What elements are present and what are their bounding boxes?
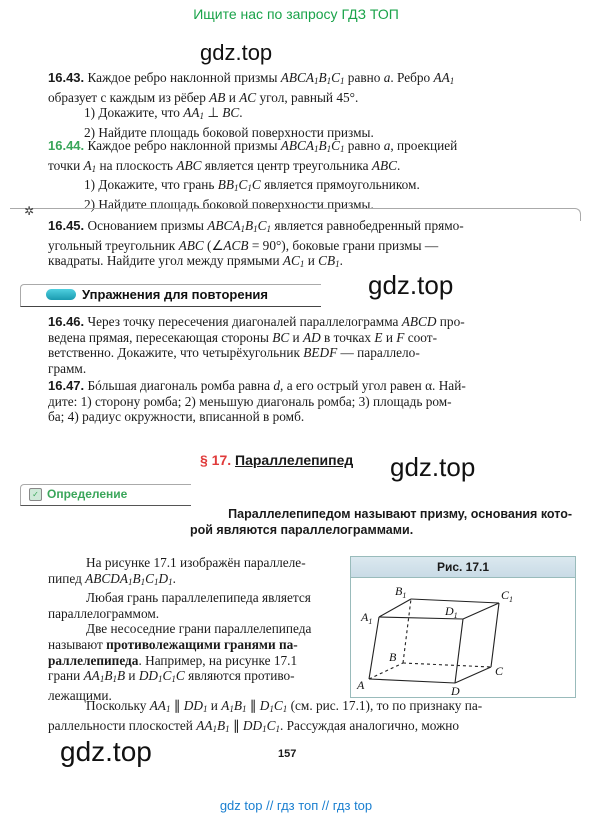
problem-16-46: 16.46. Через точку пересечения диагоналей параллелограмма ABCD про- ведена прямая, пересекающая стороны BC и AD в точках E и F соот- ветственно. Докажите, что четырёхугольник BEDF — параллело- грамм. (48, 314, 465, 376)
footer-links[interactable]: gdz top // гдз топ // гдз top (219, 798, 373, 813)
figure-17-1 (350, 556, 576, 698)
label-B: B (389, 650, 397, 664)
section-title: Упражнения для повторения (82, 287, 269, 302)
paragraph-title: § 17. Параллелепипед (200, 452, 354, 468)
definition-box (20, 484, 572, 544)
section-pill-icon (46, 289, 76, 300)
edge-BC (403, 663, 491, 667)
problem-16-44: 16.44. Каждое ребро наклонной призмы $ABCA_1B_1C_1$ равно a, проекцией точки $A_1$ на плоскость ABC является центр треугольника ABC. 1) Докажите, что грань $BB_1C_1C$ является прямоугольником. 2) Найдите площадь боковой поверхности призмы. (48, 138, 458, 212)
figure-caption: Рис. 17.1 (351, 557, 575, 578)
edge-AA1 (369, 617, 379, 679)
watermark: gdz.top (200, 40, 273, 65)
checkmark-icon: ✓ (29, 488, 42, 501)
edge-DC (455, 667, 491, 683)
label-A: A (357, 678, 365, 692)
label-D1: $D_1$ (445, 604, 458, 620)
edge-CC1 (491, 603, 499, 667)
top-banner: Ищите нас по запросу ГДЗ ТОП (193, 6, 399, 22)
label-B1: $B_1$ (395, 584, 407, 600)
section-header (20, 284, 320, 306)
watermark: gdz.top (368, 270, 454, 300)
edge-A1B1 (379, 599, 411, 617)
edge-B1C1 (411, 599, 499, 603)
definition-text: Параллелепипедом называют призму, основания кото- рой являются параллелограммами. (190, 507, 572, 537)
problem-16-45: 16.45. Основанием призмы $ABCA_1B_1C_1$ является равнобедренный прямо- угольный треугольник ABC (∠ACB = 90°), боковые грани призмы — квадраты. Найдите угол между прямыми $AC_1$ и $CB_1$. (48, 218, 464, 270)
parallelepiped-diagram (351, 577, 575, 697)
body-text-continued: Поскольку $AA_1$ ∥ $DD_1$ и $A_1B_1$ ∥ $D_1C_1$ (см. рис. 17.1), то по признаку па- раллельности плоскостей $AA_1B_1$ ∥ $DD_1C_1$. Рассуждая аналогично, можно (48, 698, 483, 734)
edge-D1C1 (463, 603, 499, 619)
edge-AD (369, 679, 455, 683)
edge-BB1 (403, 599, 411, 663)
watermark: gdz.top (60, 736, 152, 767)
body-text: На рисунке 17.1 изображён параллеле- пипед $ABCDA_1B_1C_1D_1$. Любая грань параллелепипеда является параллелограммом. Две несоседние грани параллелепипеда называют противолежащими гранями па- раллелепипеда. Например, на рисунке 17.1 грани $AA_1B_1B$ и $DD_1C_1C$ являются противо- лежащими. (48, 555, 312, 703)
page-number: 157 (278, 748, 297, 760)
definition-header: ✓ Определение (20, 484, 191, 506)
label-A1: $A_1$ (361, 610, 373, 626)
label-D: D (451, 684, 460, 697)
star-icon: ✲ (24, 204, 35, 218)
label-C1: $C_1$ (501, 588, 514, 604)
edge-AB (369, 663, 403, 679)
edge-DD1 (455, 619, 463, 683)
label-C: C (495, 664, 504, 678)
watermark: gdz.top (390, 452, 476, 482)
problem-16-43: 16.43. Каждое ребро наклонной призмы $ABCA_1B_1C_1$ равно a. Ребро $AA_1$ образует с каждым из рёбер AB и AC угол, равный 45°. 1) Докажите, что $AA_1$ ⊥ BC. 2) Найдите площадь боковой поверхности призмы. (48, 70, 455, 140)
problem-16-47: 16.47. Бóльшая диагональ ромба равна d, а его острый угол равен α. Най- дите: 1) сторону ромба; 2) меньшую диагональ ромба; 3) площадь ром- ба; 4) радиус окружности, вписанной в ромб. (48, 378, 466, 425)
